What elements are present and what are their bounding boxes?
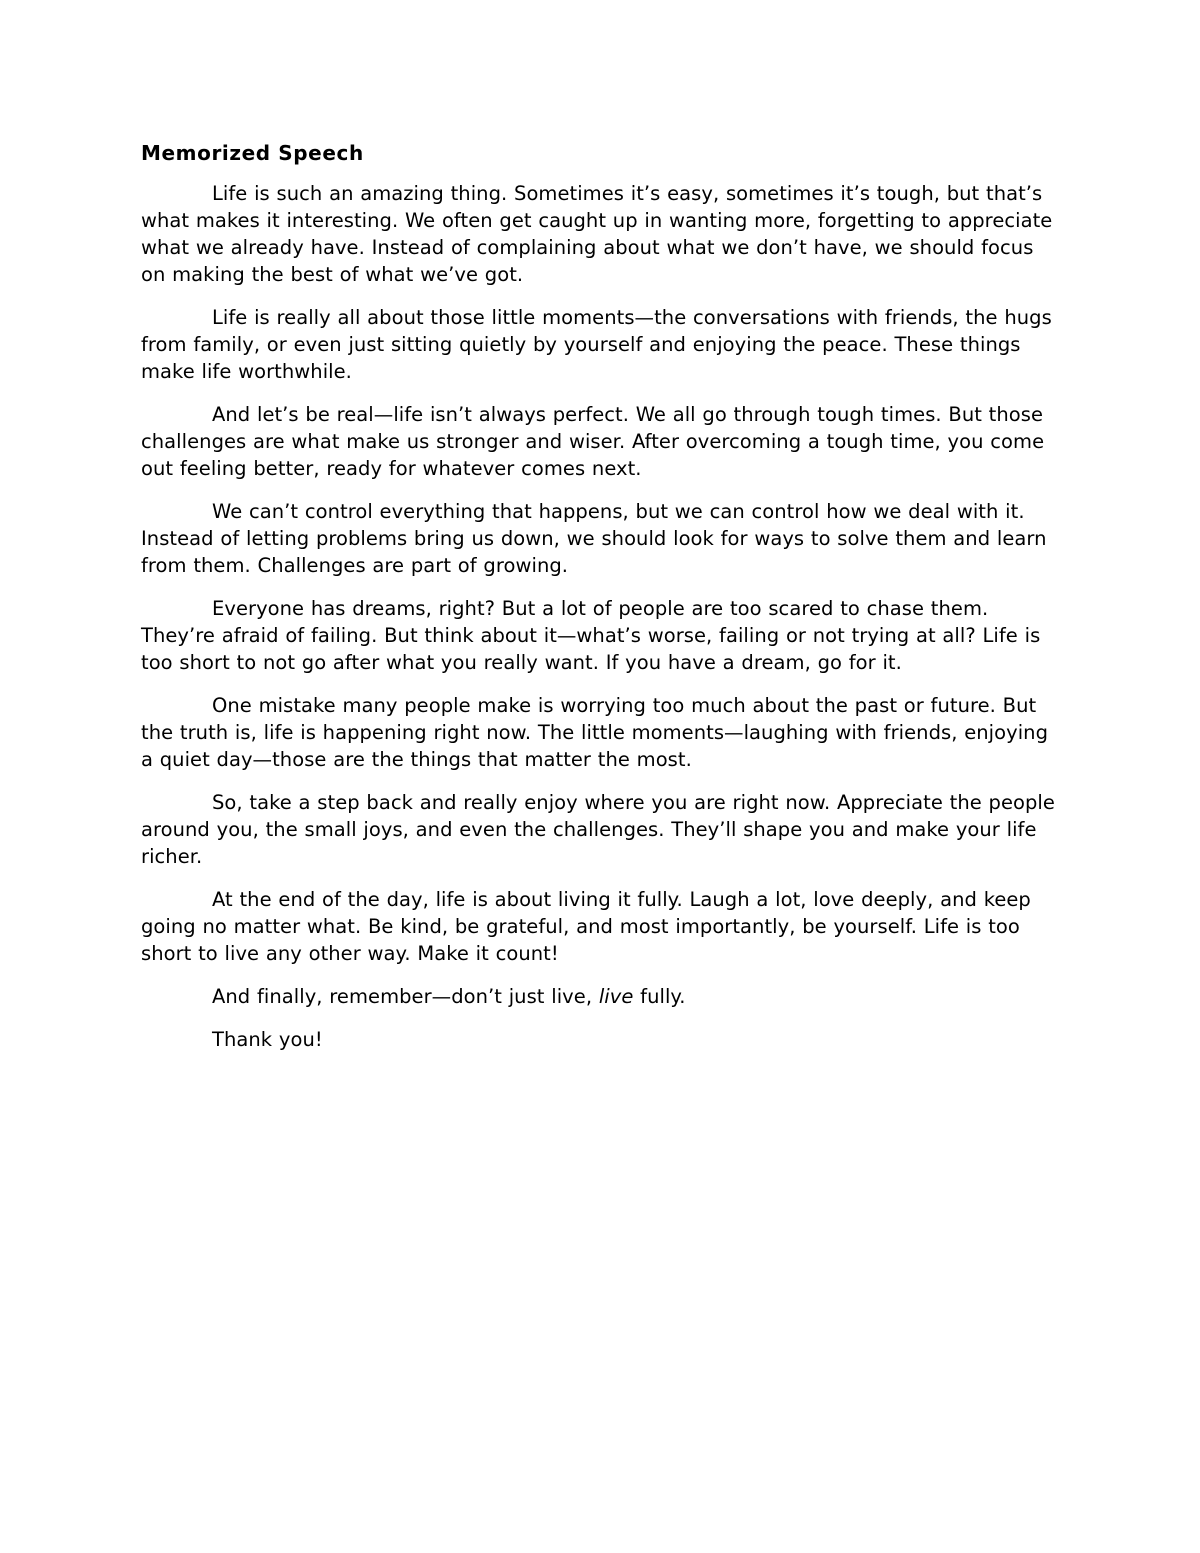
finally-text-before: And finally, remember—don’t just live, — [212, 985, 599, 1008]
paragraph-1: Life is such an amazing thing. Sometimes it’s easy, sometimes it’s tough, but that’s what makes it interesting. We often get caught up in wanting more, forgetting to appreciate what we already have. Instead of complaining about what we don’t have, we should focus on making the best of what we’ve got. — [141, 182, 1053, 286]
paragraph-4: We can’t control everything that happens, but we can control how we deal with it. Instead of letting problems bring us down, we should look for ways to solve them and learn from them. Challenges are part of growing. — [141, 500, 1047, 577]
paragraph-5: Everyone has dreams, right? But a lot of people are too scared to chase them. They’re afraid of failing. But think about it—what’s worse, failing or not trying at all? Life is too short to not go after what you really want. If you have a dream, go for it. — [141, 597, 1041, 674]
paragraph-finally — [141, 983, 1061, 1010]
finally-text-after: fully. — [633, 985, 686, 1008]
paragraph-2: Life is really all about those little moments—the conversations with friends, the hugs from family, or even just sitting quietly by yourself and enjoying the peace. These things make life worthwhile. — [141, 306, 1052, 383]
paragraph-7: So, take a step back and really enjoy where you are right now. Appreciate the people around you, the small joys, and even the challenges. They’ll shape you and make your life richer. — [141, 791, 1055, 868]
document-title: Memorized Speech — [141, 141, 364, 165]
paragraph-8: At the end of the day, life is about living it fully. Laugh a lot, love deeply, and keep going no matter what. Be kind, be grateful, and most importantly, be yourself. Life is too short to live any other way. Make it count! — [141, 888, 1031, 965]
paragraph-3: And let’s be real—life isn’t always perfect. We all go through tough times. But those challenges are what make us stronger and wiser. After overcoming a tough time, you come out feeling better, ready for whatever comes next. — [141, 403, 1045, 480]
paragraph-6: One mistake many people make is worrying too much about the past or future. But the truth is, life is happening right now. The little moments—laughing with friends, enjoying a quiet day—those are the things that matter the most. — [141, 694, 1049, 771]
closing-line: Thank you! — [212, 1028, 323, 1051]
finally-emphasis: live — [598, 985, 634, 1008]
document-body — [141, 138, 1061, 1069]
